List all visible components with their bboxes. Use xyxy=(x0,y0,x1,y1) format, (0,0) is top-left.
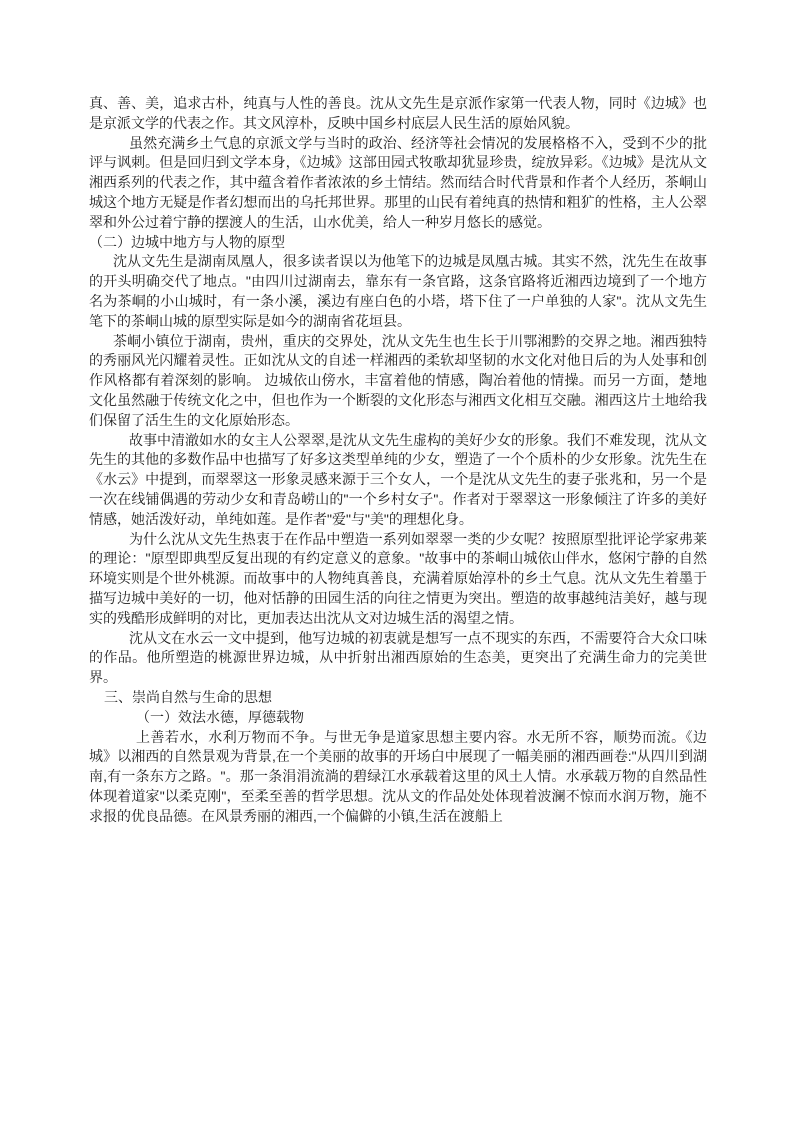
paragraph-fenghuang-origin: 沈从文先生是湖南凤凰人，很多读者误以为他笔下的边城是凤凰古城。其实不然，沈先生在故事的开头明确交代了地点。"由四川过湖南去，靠东有一条官路，这条官路将近湘西边境到了一个地方名为茶峒的小山城时，有一条小溪，溪边有座白色的小塔，塔下住了一户单独的人家"。沈从文先生笔下的茶峒山城的原型实际是如今的湖南省花垣县。 xyxy=(89,253,707,329)
paragraph-continuation: 真、善、美，追求古朴，纯真与人性的善良。沈从文先生是京派作家第一代表人物，同时《边城》也是京派文学的代表之作。其文风淳朴，反映中国乡村底层人民生活的原始风貌。 xyxy=(89,95,707,131)
paragraph-archetype-theory: 为什么沈从文先生热衷于在作品中塑造一系列如翠翠一类的少女呢？按照原型批评论学家弗莱的理论："原型即典型反复出现的有约定意义的意象。"故事中的茶峒山城依山伴水，悠闲宁静的自然环境实则是个世外桃源。而故事中的人物纯真善良，充满着原始淳朴的乡土气息。沈从文先生着墨于描写边城中美好的一切，他对恬静的田园生活的向往之情更为突出。塑造的故事越纯洁美好，越与现实的残酷形成鲜明的对比，更加表达出沈从文对边城生活的渴望之情。 xyxy=(89,530,707,626)
subsection-heading-one: （一）效法水德，厚德载物 xyxy=(136,708,304,725)
section-heading-two: （二）边城中地方与人物的原型 xyxy=(89,233,285,250)
paragraph-cuicui-prototype: 故事中清澈如水的女主人公翠翠,是沈从文先生虚构的美好少女的形象。我们不难发现，沈从文先生的其他的多数作品中也描写了好多这类型单纯的少女，塑造了一个个质朴的少女形象。沈先生在《水云》中提到，而翠翠这一形象灵感来源于三个女人，一个是沈从文先生的妻子张兆和，另一个是一次在线铺偶遇的劳动少女和青岛崂山的"一个乡村女子"。作者对于翠翠这一形象倾注了许多的美好情感，她活泼好动，单纯如莲。是作者"爱"与"美"的理想化身。 xyxy=(89,431,707,527)
chapter-heading-three: 三、崇尚自然与生命的思想 xyxy=(104,688,272,705)
paragraph-shuiyun-intention: 沈从文在水云一文中提到，他写边城的初衷就是想写一点不现实的东西，不需要符合大众口味的作品。他所塑造的桃源世界边城，从中折射出湘西原始的生态美，更突出了充满生命力的完美世界。 xyxy=(89,629,707,686)
paragraph-jingpai-literature: 虽然充满乡土气息的京派文学与当时的政治、经济等社会情况的发展格格不入，受到不少的批评与讽刺。但是回归到文学本身，《边城》这部田园式牧歌却犹显珍贵，绽放异彩。《边城》是沈从文湘西系列的代表之作，其中蕴含着作者浓浓的乡土情结。然而结合时代背景和作者个人经历，茶峒山城这个地方无疑是作者幻想而出的乌托邦世界。那里的山民有着纯真的热情和粗犷的性格，主人公翠翠和外公过着宁静的摆渡人的生活，山水优美，给人一种岁月悠长的感觉。 xyxy=(89,134,707,230)
paragraph-chadong-location: 茶峒小镇位于湖南，贵州，重庆的交界处，沈从文先生也生长于川鄂湘黔的交界之地。湘西独特的秀丽风光闪耀着灵性。正如沈从文的自述一样湘西的柔软却坚韧的水文化对他日后的为人处事和创作风格都有着深刻的影响。 边城依山傍水，丰富着他的情感，陶冶着他的情操。而另一方面，楚地文化虽然融于传统文化之中，但也作为一个断裂的文化形态与湘西文化相互交融。湘西这片土地给我们保留了活生生的文化原始形态。 xyxy=(89,332,707,428)
paragraph-water-virtue: 上善若水，水利万物而不争。与世无争是道家思想主要内容。水无所不容，顺势而流。《边城》以湘西的自然景观为背景,在一个美丽的故事的开场白中展现了一幅美丽的湘西画卷:"从四川到湖南,有一条东方之路。"。那一条涓涓流淌的碧绿江水承载着这里的风土人情。水承载万物的自然品性体现着道家"以柔克刚"，至柔至善的哲学思想。沈从文的作品处处体现着波澜不惊而水润万物，施不求报的优良品德。在风景秀丽的湘西,一个偏僻的小镇,生活在渡船上 xyxy=(89,728,707,824)
